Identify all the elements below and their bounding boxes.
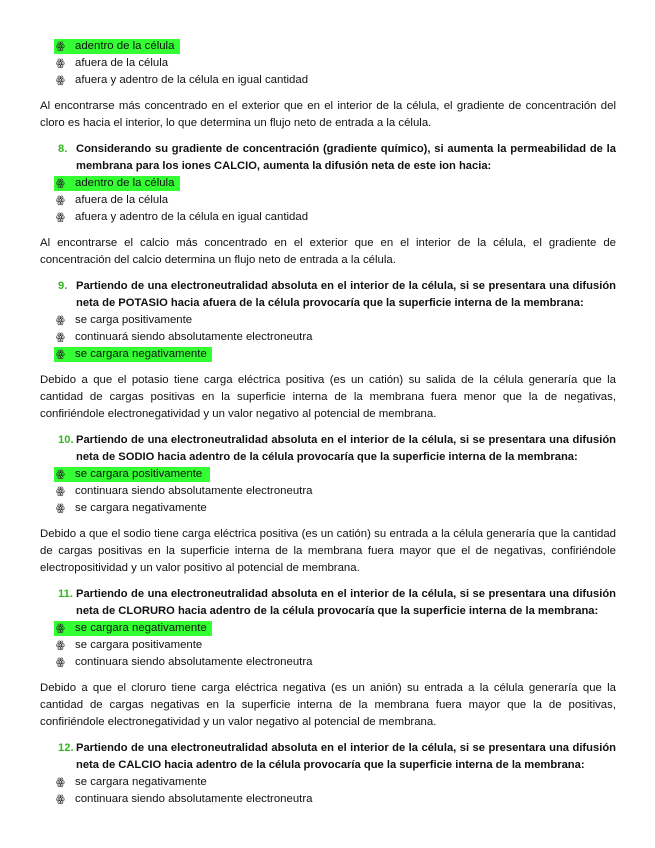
option-text: se carga positivamente	[75, 314, 193, 326]
option-text: se cargara positivamente	[75, 468, 203, 480]
question-text: Partiendo de una electroneutralidad absoluta en el interior de la célula, si se presentara una difusión neta de POTASIO hacia afuera de la célula provocaría que la superficie interna de la membrana:	[76, 280, 616, 309]
question-text: Considerando su gradiente de concentración (gradiente químico), si aumenta la permeabilidad de la membrana para los iones CALCIO, aumenta la difusión neta de este ion hacia:	[76, 143, 616, 172]
explanation-paragraph: Al encontrarse el calcio más concentrado en el exterior que en el interior de la célula, el gradiente de concentración del calcio determina un flujo neto de entrada a la célula.	[40, 237, 616, 266]
bullet-icon: ꙮ	[56, 41, 65, 52]
option-list	[54, 312, 616, 363]
option-item	[54, 312, 616, 329]
question-text: Partiendo de una electroneutralidad absoluta en el interior de la célula, si se presentara una difusión neta de CLORURO hacia adentro de la célula provocaría que la superficie interna de la membrana:	[76, 588, 616, 617]
question-11	[54, 586, 616, 620]
option-item	[54, 500, 616, 517]
explanation-paragraph: Al encontrarse más concentrado en el exterior que en el interior de la célula, el gradiente de concentración del cloro es hacia el interior, lo que determina un flujo neto de entrada a la célula.	[40, 100, 616, 129]
option-item	[54, 209, 616, 226]
question-8	[54, 141, 616, 175]
question-10	[54, 432, 616, 466]
bullet-icon: ꙮ	[56, 195, 65, 206]
option-text: afuera de la célula	[75, 57, 169, 69]
option-item-correct	[54, 466, 616, 483]
option-text: se cargara positivamente	[75, 639, 203, 651]
explanation-paragraph: Debido a que el cloruro tiene carga eléctrica negativa (es un anión) su entrada a la célula generaría que la cantidad de cargas negativas en la superficie interna de la membrana fuera mayor que la de positivas, confiriéndole electronegatividad y un valor negativo al potencial de membrana.	[40, 682, 616, 728]
bullet-icon: ꙮ	[56, 58, 65, 69]
bullet-icon: ꙮ	[56, 469, 65, 480]
option-text: se cargara negativamente	[75, 502, 207, 514]
option-list	[54, 620, 616, 671]
option-text: afuera de la célula	[75, 194, 169, 206]
option-list	[54, 466, 616, 517]
option-text: afuera y adentro de la célula en igual cantidad	[75, 74, 309, 86]
option-item	[54, 654, 616, 671]
question-number: 10.	[58, 434, 74, 446]
question-9	[54, 278, 616, 312]
bullet-icon: ꙮ	[56, 486, 65, 497]
option-text: se cargara negativamente	[75, 622, 207, 634]
option-item	[54, 72, 616, 89]
option-item-correct	[54, 346, 616, 363]
question-number: 9.	[58, 280, 68, 292]
question-text: Partiendo de una electroneutralidad absoluta en el interior de la célula, si se presentara una difusión neta de CALCIO hacia adentro de la célula provocaría que la superficie interna de la membrana:	[76, 742, 616, 771]
option-list	[54, 175, 616, 226]
option-text: afuera y adentro de la célula en igual cantidad	[75, 211, 309, 223]
question-text: Partiendo de una electroneutralidad absoluta en el interior de la célula, si se presentara una difusión neta de SODIO hacia adentro de la célula provocaría que la superficie interna de la membrana:	[76, 434, 616, 463]
option-item	[54, 483, 616, 500]
option-item-correct	[54, 620, 616, 637]
question-number: 11.	[58, 588, 73, 600]
question-number: 8.	[58, 143, 68, 155]
explanation-paragraph: Debido a que el potasio tiene carga eléctrica positiva (es un catión) su salida de la célula generaría que la cantidad de cargas positivas en la superficie interna de la membrana fuera menor que la de negativas, confiriéndole electronegatividad y un valor negativo al potencial de membrana.	[40, 374, 616, 420]
option-text: continuara siendo absolutamente electroneutra	[75, 485, 313, 497]
bullet-icon: ꙮ	[56, 777, 65, 788]
option-item-correct	[54, 38, 616, 55]
bullet-icon: ꙮ	[56, 178, 65, 189]
option-text: continuara siendo absolutamente electroneutra	[75, 656, 313, 668]
question-number: 12.	[58, 742, 74, 754]
question-12	[54, 740, 616, 774]
option-list	[54, 774, 616, 808]
option-item	[54, 774, 616, 791]
option-item	[54, 791, 616, 808]
bullet-icon: ꙮ	[56, 332, 65, 343]
option-text: adentro de la célula	[75, 177, 175, 189]
option-item	[54, 192, 616, 209]
explanation-paragraph: Debido a que el sodio tiene carga eléctrica positiva (es un catión) su entrada a la célula generaría que la cantidad de cargas positivas en la superficie interna de la membrana fuera mayor que el de negativas, confiriéndole electropositividad y un valor positivo al potencial de membrana.	[40, 528, 616, 574]
option-text: continuara siendo absolutamente electroneutra	[75, 793, 313, 805]
option-text: se cargara negativamente	[75, 348, 207, 360]
option-item	[54, 637, 616, 654]
bullet-icon: ꙮ	[56, 640, 65, 651]
option-text: se cargara negativamente	[75, 776, 207, 788]
option-item	[54, 55, 616, 72]
bullet-icon: ꙮ	[56, 657, 65, 668]
option-item	[54, 329, 616, 346]
bullet-icon: ꙮ	[56, 503, 65, 514]
bullet-icon: ꙮ	[56, 75, 65, 86]
option-text: continuará siendo absolutamente electroneutra	[75, 331, 313, 343]
bullet-icon: ꙮ	[56, 794, 65, 805]
option-text: adentro de la célula	[75, 40, 175, 52]
bullet-icon: ꙮ	[56, 315, 65, 326]
document-content	[40, 38, 616, 808]
bullet-icon: ꙮ	[56, 212, 65, 223]
option-list	[54, 38, 616, 89]
option-item-correct	[54, 175, 616, 192]
bullet-icon: ꙮ	[56, 623, 65, 634]
bullet-icon: ꙮ	[56, 349, 65, 360]
